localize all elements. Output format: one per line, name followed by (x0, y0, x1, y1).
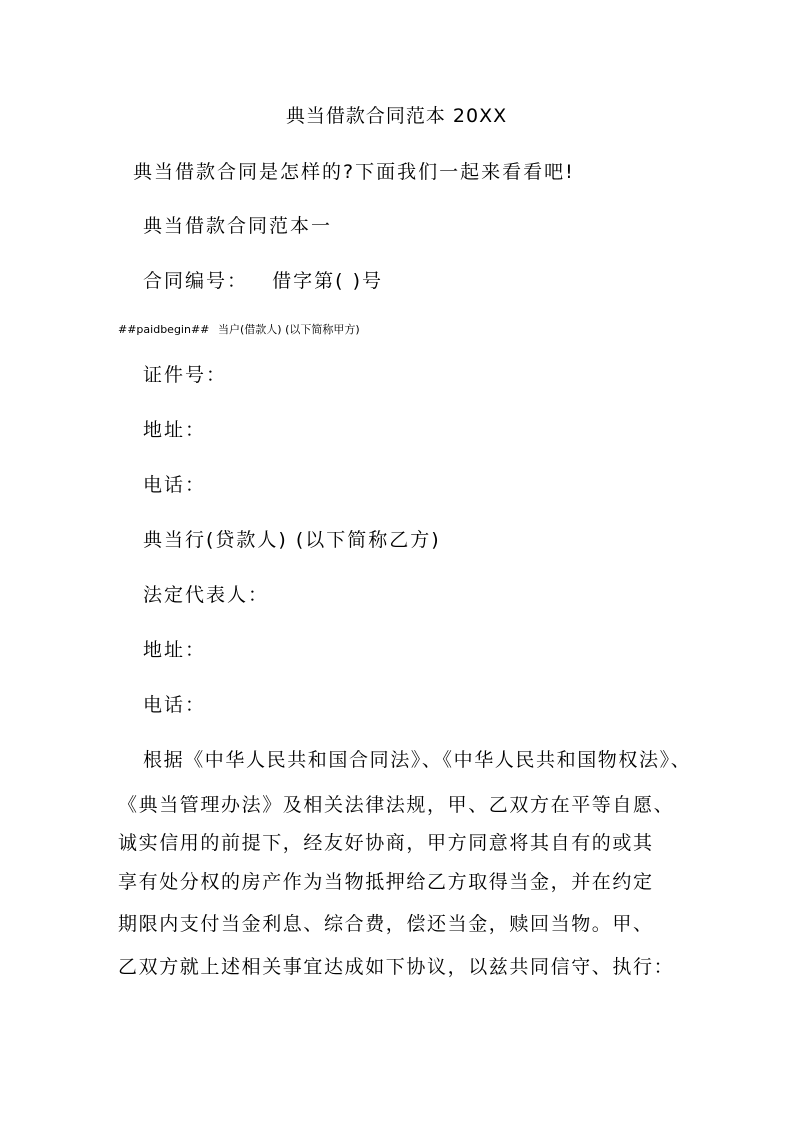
party-b-rep-field: 法定代表人： (143, 584, 270, 606)
party-a-id-field: 证件号： (143, 364, 228, 386)
contract-number: 合同编号： 借字第( )号 (143, 270, 383, 292)
body-line: 期限内支付当金利息、综合费，偿还当金，赎回当物。甲、 (118, 913, 654, 935)
body-line: 乙双方就上述相关事宜达成如下协议，以兹共同信守、执行： (118, 956, 675, 978)
party-a-label: 当户(借款人) (以下简称甲方) (218, 323, 360, 336)
body-line: 《典当管理办法》及相关法律法规，甲、乙双方在平等自愿、 (118, 794, 675, 816)
body-line: 诚实信用的前提下，经友好协商，甲方同意将其自有的或其 (118, 832, 654, 854)
party-b-label: 典当行(贷款人) (以下简称乙方) (143, 529, 441, 551)
paid-marker: ##paidbegin## (118, 323, 210, 336)
section-heading: 典当借款合同范本一 (143, 215, 333, 237)
party-b-phone-field: 电话： (143, 694, 207, 716)
party-a-phone-field: 电话： (143, 474, 207, 496)
intro-text: 典当借款合同是怎样的?下面我们一起来看看吧! (133, 161, 575, 183)
document-title: 典当借款合同范本 20XX (285, 105, 508, 127)
party-a-address-field: 地址： (143, 419, 207, 441)
party-b-address-field: 地址： (143, 639, 207, 661)
body-line: 根据《中华人民共和国合同法》、《中华人民共和国物权法》、 (143, 749, 692, 771)
body-line: 享有处分权的房产作为当物抵押给乙方取得当金，并在约定 (118, 871, 654, 893)
